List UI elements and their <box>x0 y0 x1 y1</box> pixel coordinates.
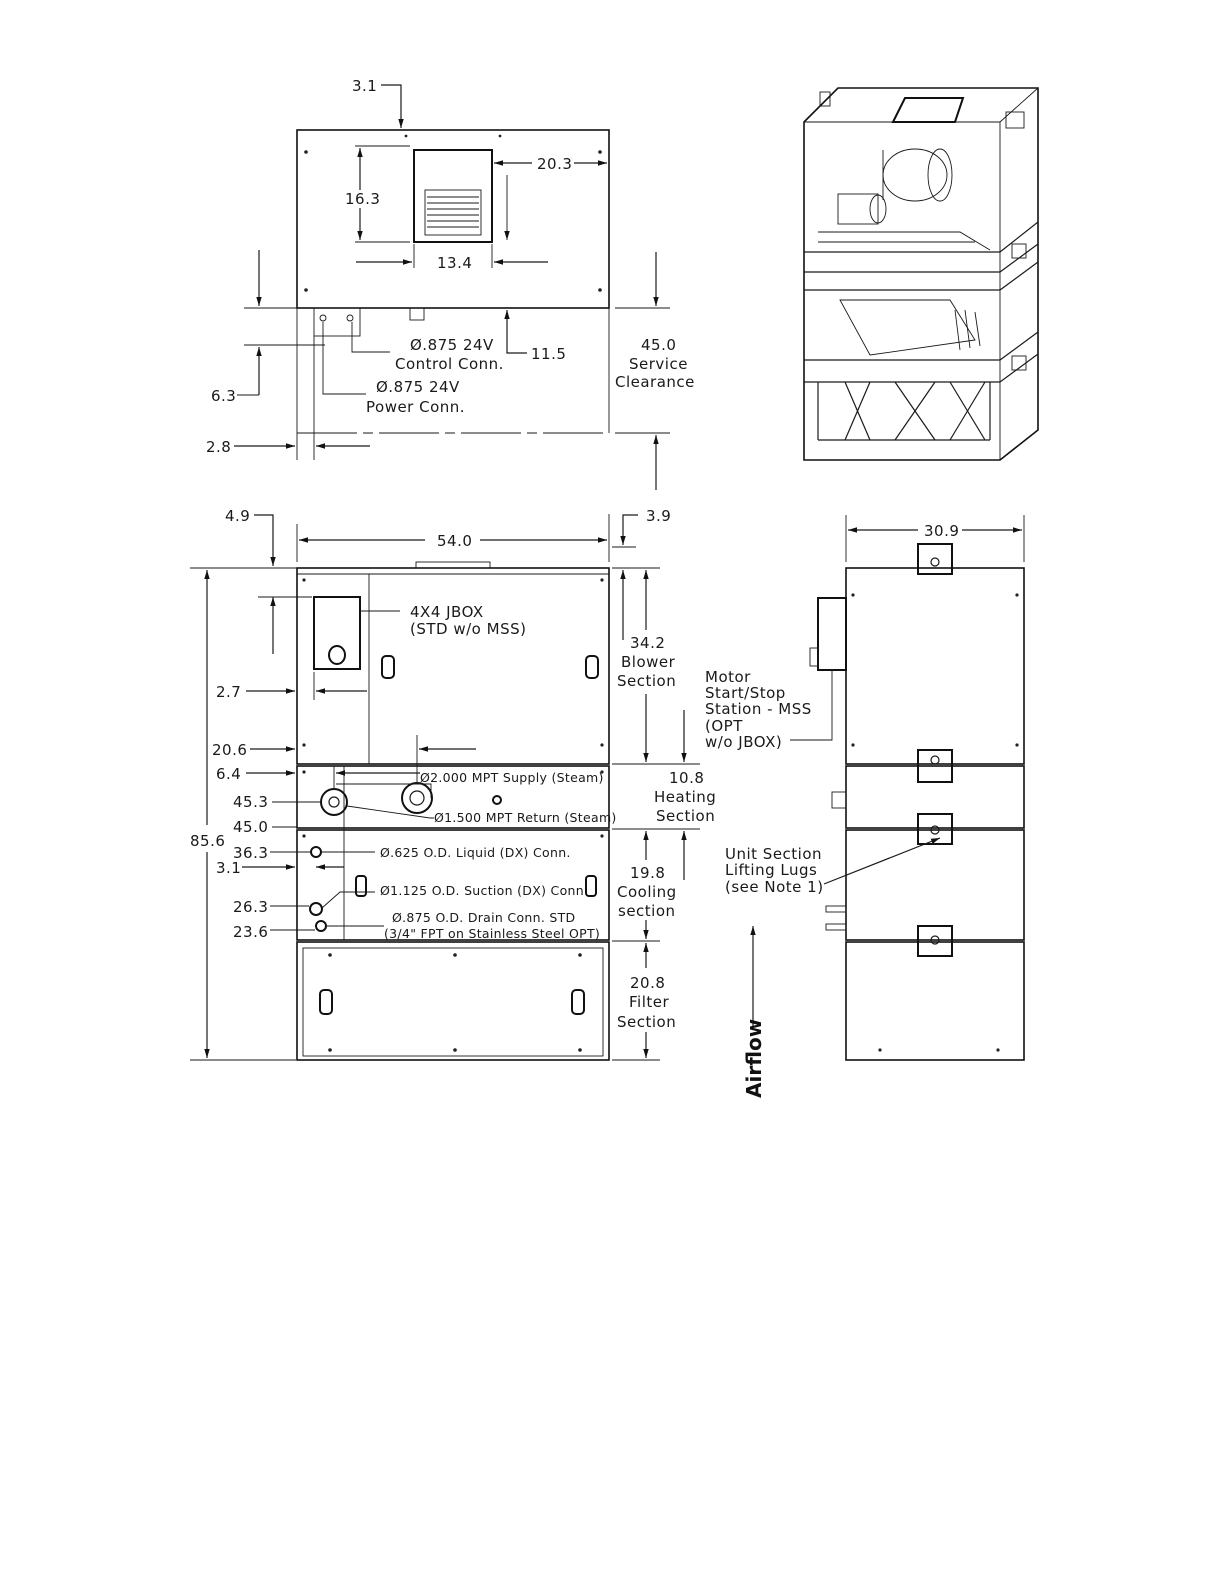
suction-conn-label: Ø1.125 O.D. Suction (DX) Conn. <box>380 883 589 898</box>
service-clearance-label-2: Clearance <box>615 373 695 391</box>
heating-section-label-2: Section <box>656 807 716 825</box>
side-heating-panel <box>846 766 1024 828</box>
lugs-label-2: Lifting Lugs <box>725 861 818 879</box>
dim-conn-offset: 11.5 <box>531 345 567 363</box>
isometric-view <box>804 88 1038 460</box>
steam-return-label: Ø1.500 MPT Return (Steam) <box>434 810 617 825</box>
mss-label-2: Start/Stop <box>705 684 786 702</box>
dim-3-1: 3.1 <box>216 859 242 877</box>
cooling-section-label-1: Cooling <box>617 883 677 901</box>
jbox-label-2: (STD w/o MSS) <box>410 620 527 638</box>
dim-power-height: 6.3 <box>211 387 237 405</box>
heating-section-value: 10.8 <box>669 769 705 787</box>
connection-box <box>314 308 360 336</box>
filter-section-label-1: Filter <box>629 993 670 1011</box>
dim-side-offset: 2.8 <box>206 438 232 456</box>
dim-26-3: 26.3 <box>233 898 269 916</box>
drain-conn-label-2: (3/4" FPT on Stainless Steel OPT) <box>384 926 601 941</box>
steam-supply-label: Ø2.000 MPT Supply (Steam) <box>420 770 604 785</box>
cooling-section-label-2: section <box>618 902 676 920</box>
heating-section-label-1: Heating <box>654 788 717 806</box>
blower-section-label-2: Section <box>617 672 677 690</box>
lugs-label-3: (see Note 1) <box>725 878 824 896</box>
service-clearance-value: 45.0 <box>641 336 677 354</box>
dim-right-top: 3.9 <box>646 507 672 525</box>
mss-label-1: Motor <box>705 668 751 686</box>
jbox-label-1: 4X4 JBOX <box>410 603 484 621</box>
liquid-conn-label: Ø.625 O.D. Liquid (DX) Conn. <box>380 845 571 860</box>
filter-section-value: 20.8 <box>630 974 666 992</box>
mss-label-5: w/o JBOX) <box>705 733 783 751</box>
filter-section-panel <box>297 942 609 1060</box>
side-cooling-panel <box>846 830 1024 940</box>
dim-depth: 30.9 <box>924 522 960 540</box>
control-conn-label-2: Control Conn. <box>395 355 504 373</box>
top-view <box>206 77 695 490</box>
dim-jbox-offset: 2.7 <box>216 683 242 701</box>
dim-opening-width: 13.4 <box>437 254 473 272</box>
drain-stub <box>410 308 424 320</box>
dim-20-6: 20.6 <box>212 741 248 759</box>
airflow-label: Airflow <box>742 1018 766 1098</box>
dim-36-3: 36.3 <box>233 844 269 862</box>
blower-section-value: 34.2 <box>630 634 666 652</box>
dim-overall-height: 85.6 <box>190 832 226 850</box>
motor-start-stop-station <box>818 598 846 670</box>
dim-45-0: 45.0 <box>233 818 269 836</box>
mss-label-3: Station - MSS <box>705 700 812 718</box>
dim-45-3: 45.3 <box>233 793 269 811</box>
dim-width: 54.0 <box>437 532 473 550</box>
control-conn-port <box>320 315 326 321</box>
power-conn-label-2: Power Conn. <box>366 398 466 416</box>
front-view <box>190 507 716 1060</box>
dim-opening-right: 20.3 <box>537 155 573 173</box>
side-view <box>705 515 1024 1098</box>
filter-section-label-2: Section <box>617 1013 677 1031</box>
power-conn-label-1: Ø.875 24V <box>376 378 460 396</box>
dim-6-4: 6.4 <box>216 765 242 783</box>
cooling-section-value: 19.8 <box>630 864 666 882</box>
dim-top-offset: 3.1 <box>352 77 378 95</box>
power-conn-port <box>347 315 353 321</box>
control-conn-label-1: Ø.875 24V <box>410 336 494 354</box>
side-blower-panel <box>846 568 1024 764</box>
iso-cabinet <box>804 88 1038 460</box>
blower-section-label-1: Blower <box>621 653 676 671</box>
dim-left-top: 4.9 <box>225 507 251 525</box>
drain-conn-label-1: Ø.875 O.D. Drain Conn. STD <box>392 910 576 925</box>
service-clearance-label-1: Service <box>629 355 688 373</box>
mss-label-4: (OPT <box>705 717 743 735</box>
lugs-label-1: Unit Section <box>725 845 823 863</box>
dim-23-6: 23.6 <box>233 923 269 941</box>
side-filter-panel <box>846 942 1024 1060</box>
dim-opening-height: 16.3 <box>345 190 381 208</box>
top-flange <box>416 562 490 568</box>
